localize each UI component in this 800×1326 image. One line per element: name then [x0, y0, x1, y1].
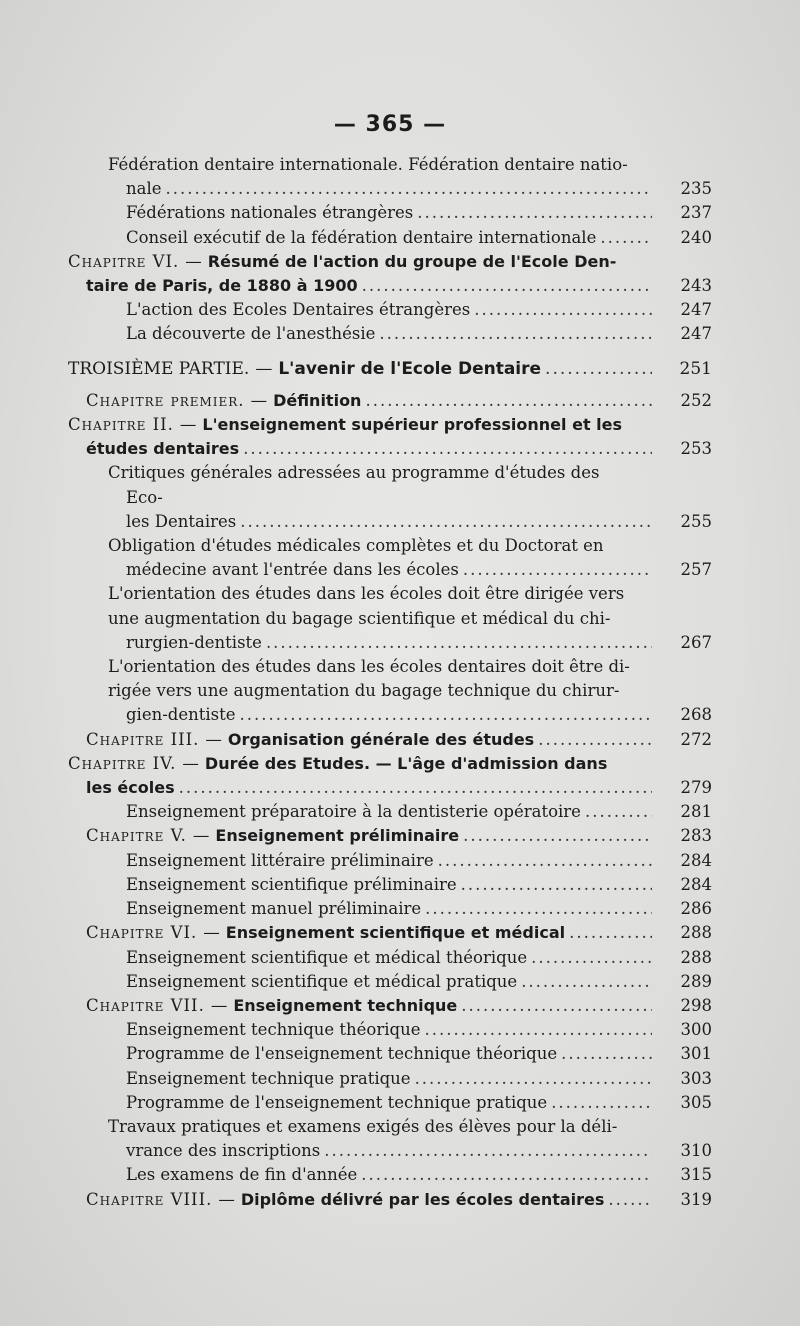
em-dash: —	[250, 390, 268, 410]
page-reference: 281	[680, 802, 712, 822]
entry-line	[68, 357, 712, 381]
page-reference: 240	[680, 227, 712, 247]
entry-title-continued: une augmentation du bagage scientifique et médical du chi-	[108, 608, 611, 628]
entry-title-continued: rigée vers une augmentation du bagage technique du chirur-	[108, 681, 620, 701]
entry-line	[108, 534, 712, 558]
entry-text	[86, 824, 459, 848]
entry-text	[126, 1163, 357, 1187]
entry-line	[68, 413, 712, 437]
page-reference: 268	[680, 705, 712, 725]
entry-single-line	[86, 1188, 712, 1212]
entry-single-line	[68, 357, 712, 381]
entry-last-line	[126, 558, 712, 582]
page-number: — 365 —	[333, 112, 447, 137]
dot-leader	[474, 298, 652, 322]
entry-text	[86, 994, 457, 1018]
dot-leader	[417, 201, 652, 225]
chapter-label: Chapitre V.	[86, 826, 187, 846]
entry-last-line	[126, 703, 712, 727]
em-dash: —	[205, 729, 222, 749]
entry-title-end: rurgien-dentiste	[126, 632, 262, 652]
entry-title-start: Obligation d'études médicales complètes et du Doctorat en	[108, 536, 604, 556]
em-dash: —	[218, 1189, 235, 1209]
toc-section-entry	[68, 849, 712, 873]
entry-line	[126, 897, 712, 921]
entry-line	[86, 1188, 712, 1212]
dot-leader	[521, 970, 652, 994]
page-reference: 283	[680, 826, 712, 846]
dot-leader	[425, 897, 652, 921]
dot-leader	[569, 921, 652, 945]
toc-chapter-entry	[68, 752, 712, 800]
entry-text	[126, 1091, 547, 1115]
entry-last-line	[126, 177, 712, 201]
entry-title-start: L'orientation des études dans les écoles dentaires doit être di-	[108, 657, 630, 677]
entry-text	[126, 322, 375, 346]
entry-line	[86, 824, 712, 848]
toc-section-entry	[68, 1163, 712, 1187]
entry-title-end: nale	[126, 179, 162, 199]
dot-leader	[438, 849, 652, 873]
toc-section-entry	[68, 298, 712, 322]
entry-title: Enseignement préliminaire	[215, 826, 460, 846]
entry-line	[86, 921, 712, 945]
toc-section-entry	[68, 153, 712, 201]
entry-line	[108, 153, 712, 177]
dot-leader	[166, 177, 652, 201]
chapter-label: Chapitre VIII.	[86, 1189, 213, 1209]
entry-text	[126, 1018, 421, 1042]
entry-title: L'action des Ecoles Dentaires étrangères	[126, 300, 471, 320]
page-reference: 288	[680, 947, 712, 967]
dot-leader	[538, 728, 652, 752]
entry-text	[126, 298, 470, 322]
entry-title-end: les écoles	[86, 778, 175, 798]
em-dash: —	[185, 251, 202, 271]
entry-title-end: médecine avant l'entrée dans les écoles	[126, 560, 459, 580]
part-label: TROISIÈME PARTIE.	[68, 358, 250, 379]
entry-text	[126, 873, 457, 897]
dot-leader	[362, 274, 652, 298]
page-reference: 252	[680, 390, 712, 410]
toc-section-entry	[68, 1042, 712, 1066]
toc-section-entry	[68, 582, 712, 655]
page-reference: 279	[680, 778, 712, 798]
dot-leader	[545, 357, 652, 381]
entry-single-line	[126, 201, 712, 225]
entry-line	[108, 607, 712, 631]
dot-leader	[600, 226, 652, 250]
entry-line	[126, 800, 712, 824]
table-of-contents	[68, 153, 712, 1212]
entry-title-end: les Dentaires	[126, 511, 237, 531]
entry-text	[86, 728, 534, 752]
entry-single-line	[126, 1018, 712, 1042]
dot-leader	[379, 322, 652, 346]
em-dash: —	[182, 753, 199, 773]
entry-text	[86, 389, 361, 413]
page-reference: 235	[680, 179, 712, 199]
entry-line	[126, 1042, 712, 1066]
entry-line	[86, 274, 712, 298]
page-reference: 255	[680, 511, 712, 531]
entry-title-end: études dentaires	[86, 439, 240, 459]
toc-chapter-entry	[68, 921, 712, 945]
entry-title: Conseil exécutif de la fédération dentaire internationale	[126, 227, 597, 247]
entry-title: Diplôme délivré par les écoles dentaires	[240, 1189, 605, 1209]
page-reference: 284	[680, 850, 712, 870]
entry-text	[68, 357, 541, 381]
entry-title: L'avenir de l'Ecole Dentaire	[278, 358, 542, 379]
entry-last-line	[86, 437, 712, 461]
dot-leader	[179, 776, 652, 800]
entry-line	[126, 631, 712, 655]
entry-title: Fédérations nationales étrangères	[126, 203, 414, 223]
entry-single-line	[86, 994, 712, 1018]
entry-single-line	[126, 970, 712, 994]
entry-line	[108, 655, 712, 679]
entry-single-line	[86, 921, 712, 945]
entry-last-line	[126, 510, 712, 534]
entry-line	[126, 970, 712, 994]
entry-single-line	[126, 1091, 712, 1115]
page-reference: 319	[680, 1189, 712, 1209]
entry-title-start: Travaux pratiques et examens exigés des élèves pour la déli-	[108, 1116, 618, 1136]
dot-leader	[461, 994, 652, 1018]
dot-leader	[324, 1139, 652, 1163]
toc-section-entry	[68, 873, 712, 897]
entry-line	[86, 994, 712, 1018]
entry-last-line	[126, 1139, 712, 1163]
entry-line	[126, 1163, 712, 1187]
entry-title: Enseignement scientifique préliminaire	[126, 874, 457, 894]
dot-leader	[266, 631, 652, 655]
dot-leader	[365, 389, 652, 413]
entry-title: Enseignement scientifique et médical théorique	[126, 947, 528, 967]
page-reference: 272	[680, 729, 712, 749]
entry-single-line	[86, 389, 712, 413]
entry-line	[126, 226, 712, 250]
entry-title: Définition	[273, 390, 362, 410]
toc-section-entry	[68, 322, 712, 346]
entry-single-line	[126, 849, 712, 873]
page-reference: 257	[680, 560, 712, 580]
chapter-label: Chapitre VI.	[68, 251, 180, 271]
entry-line	[126, 703, 712, 727]
entry-text	[126, 849, 434, 873]
toc-chapter-entry	[68, 250, 712, 298]
page-reference: 253	[680, 439, 712, 459]
entry-title: Enseignement technique	[233, 995, 458, 1015]
entry-line	[108, 679, 712, 703]
dot-leader	[240, 510, 652, 534]
toc-section-entry	[68, 970, 712, 994]
toc-section-entry	[68, 201, 712, 225]
toc-section-entry	[68, 946, 712, 970]
page-reference: 247	[680, 324, 712, 344]
toc-section-entry	[68, 1067, 712, 1091]
entry-title: Enseignement technique théorique	[126, 1020, 421, 1040]
entry-single-line	[126, 897, 712, 921]
entry-single-line	[86, 728, 712, 752]
entry-line	[126, 298, 712, 322]
dot-leader	[461, 873, 652, 897]
page-reference: 251	[679, 358, 712, 379]
entry-text	[126, 946, 527, 970]
dot-leader	[425, 1018, 653, 1042]
dot-leader	[415, 1067, 652, 1091]
entry-line	[126, 1139, 712, 1163]
page-reference: 247	[680, 300, 712, 320]
toc-chapter-entry	[68, 824, 712, 848]
page-reference: 237	[680, 203, 712, 223]
entry-line	[68, 752, 712, 776]
chapter-label: Chapitre IV.	[68, 753, 177, 773]
toc-chapter-entry	[68, 728, 712, 752]
entry-title: Enseignement technique pratique	[126, 1068, 411, 1088]
dot-leader	[463, 824, 652, 848]
entry-line	[108, 582, 712, 606]
entry-title: Les examens de fin d'année	[126, 1165, 358, 1185]
chapter-label: Chapitre premier.	[86, 390, 245, 410]
entry-line	[126, 177, 712, 201]
page-reference: 315	[680, 1165, 712, 1185]
dot-leader	[551, 1091, 652, 1115]
entry-title-end: taire de Paris, de 1880 à 1900	[86, 276, 358, 296]
dot-leader	[361, 1163, 652, 1187]
entry-line	[108, 461, 712, 509]
entry-single-line	[126, 1042, 712, 1066]
entry-title: Enseignement scientifique et médical	[225, 923, 566, 943]
entry-text	[126, 1042, 557, 1066]
page-reference: 243	[680, 276, 712, 296]
dot-leader	[608, 1188, 652, 1212]
entry-line	[126, 201, 712, 225]
entry-title: Organisation générale des études	[227, 729, 535, 749]
toc-section-entry	[68, 226, 712, 250]
dot-leader	[240, 703, 652, 727]
em-dash: —	[255, 358, 273, 379]
page-reference: 288	[680, 923, 712, 943]
entry-text	[86, 921, 565, 945]
em-dash: —	[203, 923, 220, 943]
entry-text	[86, 1188, 604, 1212]
entry-title: Enseignement manuel préliminaire	[126, 899, 422, 919]
page-reference: 284	[680, 874, 712, 894]
entry-line	[126, 1067, 712, 1091]
entry-text	[126, 201, 413, 225]
toc-section-entry	[68, 897, 712, 921]
entry-line	[108, 1115, 712, 1139]
dot-leader	[463, 558, 652, 582]
entry-single-line	[86, 824, 712, 848]
entry-line	[86, 389, 712, 413]
page-reference: 303	[680, 1068, 712, 1088]
page-reference: 310	[680, 1141, 712, 1161]
toc-section-entry	[68, 800, 712, 824]
toc-chapter-entry	[68, 1188, 712, 1212]
entry-title: Enseignement littéraire préliminaire	[126, 850, 434, 870]
entry-text	[126, 897, 421, 921]
page-reference: 300	[680, 1020, 712, 1040]
entry-single-line	[126, 1067, 712, 1091]
entry-title: Programme de l'enseignement technique théorique	[126, 1044, 558, 1064]
entry-title-end: gien-dentiste	[126, 705, 236, 725]
entry-line	[86, 728, 712, 752]
page-reference: 305	[680, 1092, 712, 1112]
page-reference: 298	[680, 995, 712, 1015]
entry-single-line	[126, 873, 712, 897]
entry-title-start: Durée des Etudes. — L'âge d'admission dans	[204, 753, 608, 773]
chapter-label: Chapitre VII.	[86, 995, 205, 1015]
entry-line	[126, 1018, 712, 1042]
chapter-label: Chapitre II.	[68, 415, 174, 435]
em-dash: —	[179, 415, 197, 435]
toc-part-entry	[68, 357, 712, 381]
toc-section-entry	[68, 534, 712, 582]
entry-line	[86, 437, 712, 461]
em-dash: —	[192, 826, 210, 846]
toc-section-entry	[68, 1018, 712, 1042]
em-dash: —	[210, 995, 228, 1015]
entry-single-line	[126, 800, 712, 824]
dot-leader	[243, 437, 652, 461]
page-reference: 286	[680, 899, 712, 919]
entry-single-line	[126, 1163, 712, 1187]
page-reference: 289	[680, 971, 712, 991]
dot-leader	[561, 1042, 652, 1066]
entry-line	[126, 1091, 712, 1115]
entry-title-start: Résumé de l'action du groupe de l'Ecole Den-	[207, 251, 617, 271]
entry-title-start: L'enseignement supérieur professionnel et les	[202, 415, 623, 435]
dot-leader	[531, 946, 652, 970]
entry-line	[126, 322, 712, 346]
entry-line	[126, 946, 712, 970]
entry-text	[126, 1067, 411, 1091]
toc-section-entry	[68, 655, 712, 728]
entry-title-start: L'orientation des études dans les écoles doit être dirigée vers	[108, 584, 625, 604]
entry-title-end: vrance des inscriptions	[126, 1141, 321, 1161]
entry-line	[86, 776, 712, 800]
entry-last-line	[126, 631, 712, 655]
entry-title: La découverte de l'anesthésie	[126, 324, 376, 344]
entry-single-line	[126, 322, 712, 346]
page-reference: 267	[680, 632, 712, 652]
toc-section-entry	[68, 1115, 712, 1163]
entry-title-start: Critiques générales adressées au programme d'études des Eco-	[108, 463, 600, 507]
toc-chapter-entry	[68, 994, 712, 1018]
entry-single-line	[126, 946, 712, 970]
entry-title-start: Fédération dentaire internationale. Fédération dentaire natio-	[108, 155, 628, 174]
entry-line	[126, 849, 712, 873]
toc-section-entry	[68, 1091, 712, 1115]
entry-line	[126, 873, 712, 897]
entry-title: Programme de l'enseignement technique pratique	[126, 1092, 548, 1112]
entry-text	[126, 226, 596, 250]
entry-last-line	[86, 274, 712, 298]
entry-single-line	[126, 226, 712, 250]
entry-text	[126, 970, 517, 994]
entry-title: Enseignement préparatoire à la dentisterie opératoire	[126, 802, 581, 822]
entry-line	[68, 250, 712, 274]
entry-last-line	[86, 776, 712, 800]
chapter-label: Chapitre III.	[86, 729, 200, 749]
toc-chapter-entry	[68, 413, 712, 461]
entry-single-line	[126, 298, 712, 322]
page-reference: 301	[680, 1044, 712, 1064]
entry-line	[126, 510, 712, 534]
entry-title: Enseignement scientifique et médical pratique	[126, 971, 518, 991]
chapter-label: Chapitre VI.	[86, 923, 198, 943]
toc-chapter-entry	[68, 389, 712, 413]
entry-text	[126, 800, 581, 824]
toc-section-entry	[68, 461, 712, 534]
entry-line	[126, 558, 712, 582]
dot-leader	[585, 800, 652, 824]
